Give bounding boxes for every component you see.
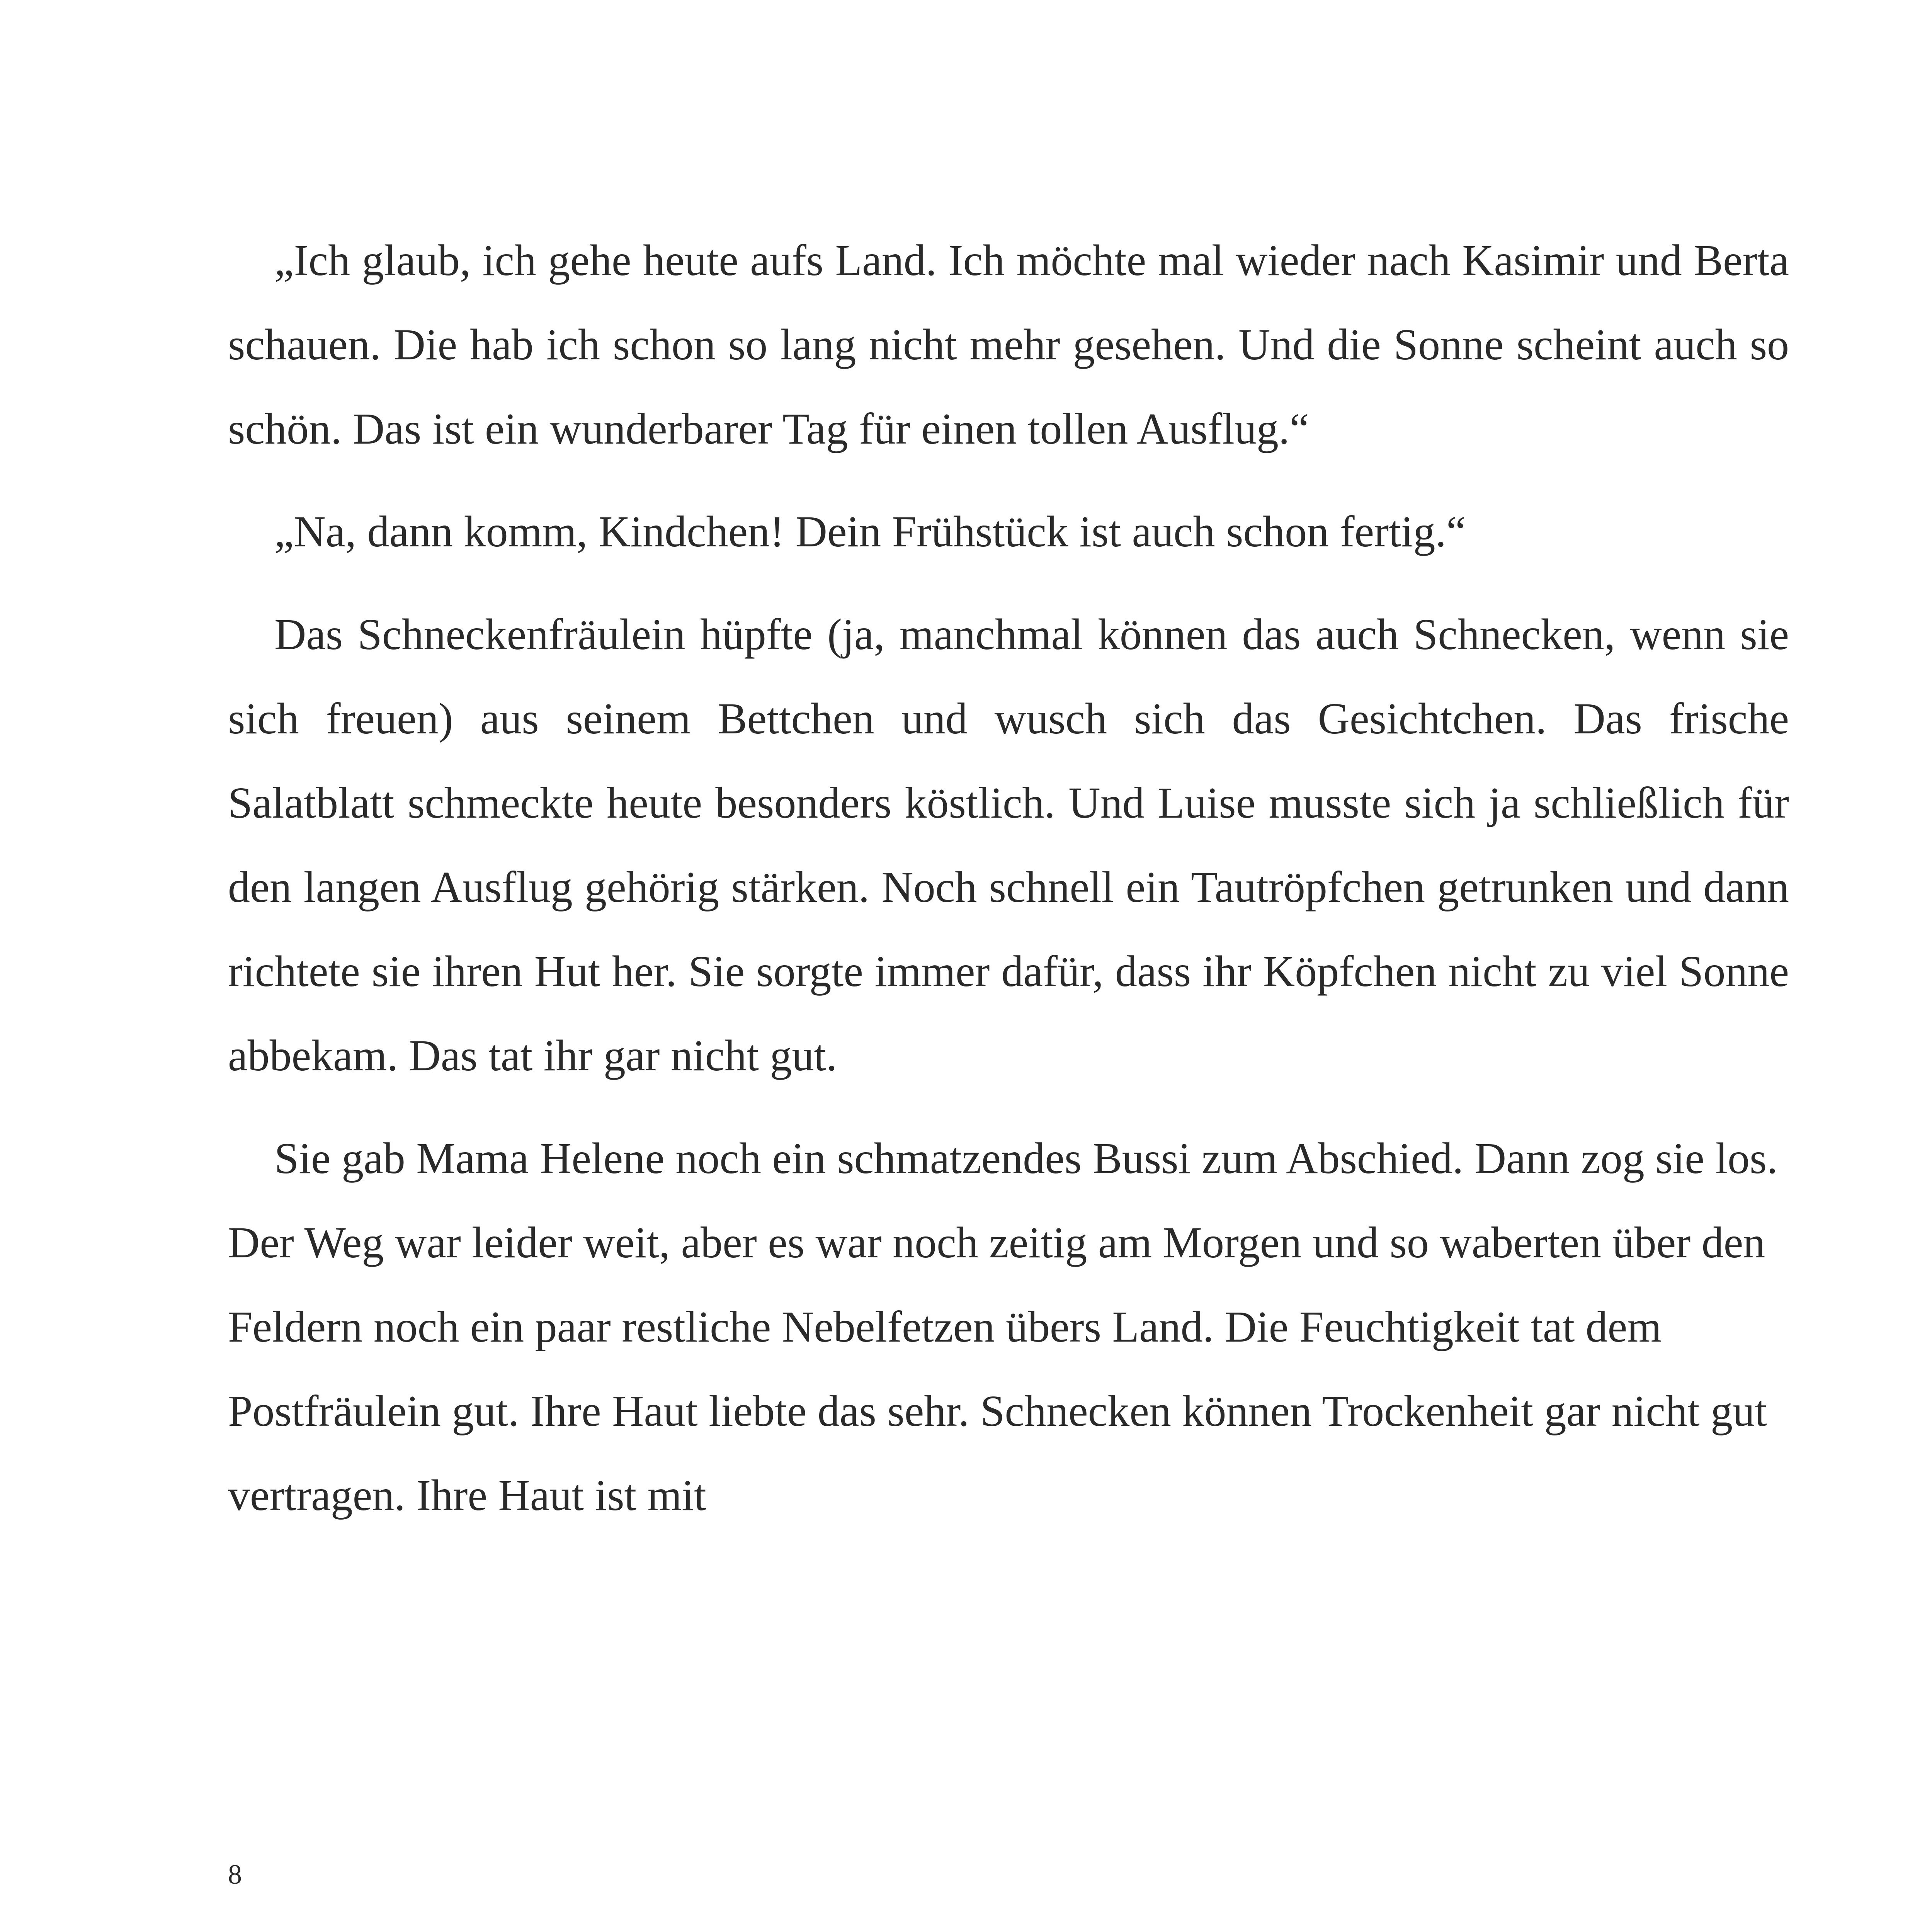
paragraph: „Na, dann komm, Kindchen! Dein Frühstück ist auch schon fertig.“ [274, 507, 1466, 556]
body-text [228, 218, 1789, 1537]
paragraph: Das Schneckenfräulein hüpfte (ja, manchmal können das auch Schnecken, wenn sie sich freuen) aus seinem Bettchen und wusch sich das Gesichtchen. Das frische Salatblatt schmeckte heute besonders köstlich. Und Luise musste sich ja schließlich für den langen Ausflug gehörig stärken. Noch schnell ein Tautröpfchen getrunken und dann richtete sie ihren Hut her. Sie sorgte immer dafür, dass ihr Köpfchen nicht zu viel Sonne abbekam. Das tat ihr gar nicht gut. [228, 610, 1789, 1080]
paragraph: „Ich glaub, ich gehe heute aufs Land. Ich möchte mal wieder nach Kasimir und Berta schauen. Die hab ich schon so lang nicht mehr gesehen. Und die Sonne scheint auch so schön. Das ist ein wunderbarer Tag für einen tollen Ausflug.“ [228, 236, 1789, 453]
paragraph: Sie gab Mama Helene noch ein schmatzendes Bussi zum Abschied. Dann zog sie los. Der Weg war leider weit, aber es war noch zeitig am Morgen und so waberten über den Feldern noch ein paar restliche Nebelfetzen übers Land. Die Feuchtigkeit tat dem Postfräulein gut. Ihre Haut liebte das sehr. Schnecken können Trockenheit gar nicht gut vertragen. Ihre Haut ist mit [228, 1134, 1778, 1520]
page-number: 8 [228, 1859, 242, 1890]
